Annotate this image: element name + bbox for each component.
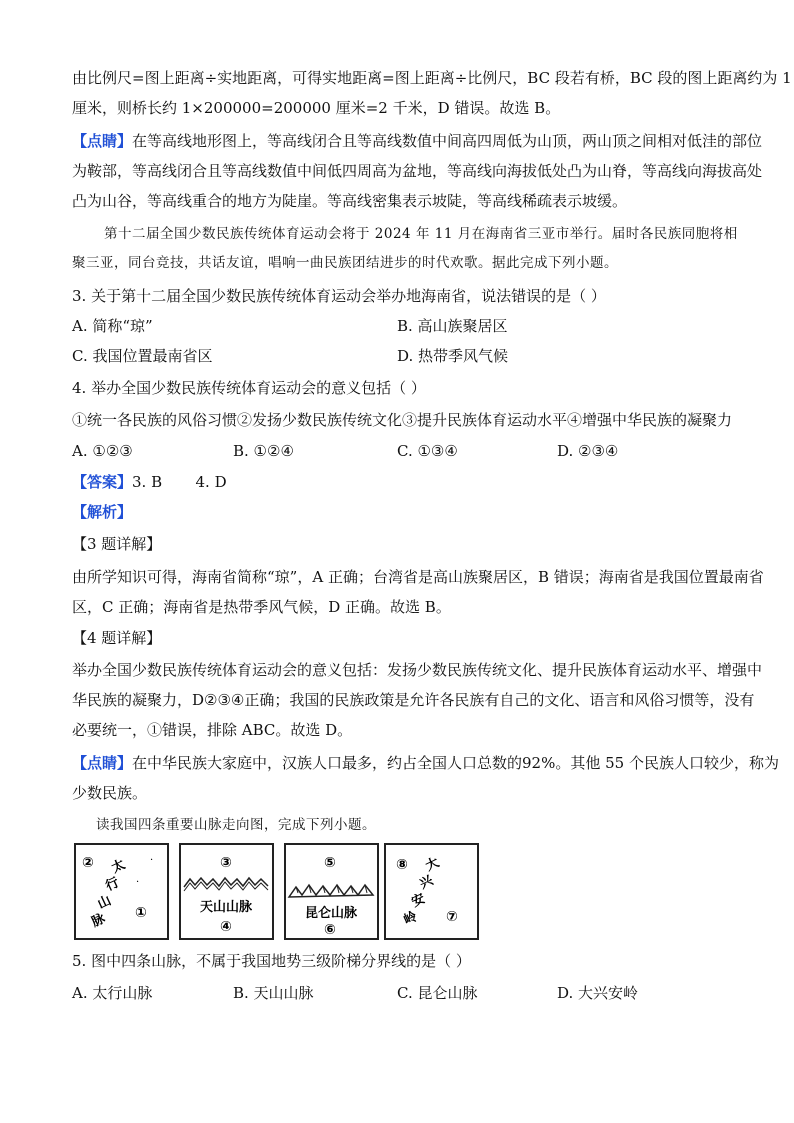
map-number: ⑥: [324, 922, 336, 938]
map-number: ⑤: [324, 855, 336, 871]
text-line: 为鞍部，等高线闭合且等高线数值中间低四周高为盆地，等高线向海拔低处凸为山脊，等高线向海拔高处: [72, 162, 763, 180]
map-number: ①: [135, 905, 147, 921]
q4-detail-tag: 【4 题详解】: [72, 629, 162, 647]
map-daxinganling: [384, 843, 479, 940]
text-line: 由所学知识可得，海南省简称“琼”，A 正确；台湾省是高山族聚居区，B 错误；海南省是我国位置最南省: [72, 568, 764, 586]
q3-option-b: B. 高山族聚居区: [397, 317, 508, 335]
mountain-symbol: [289, 885, 373, 897]
map-range-char: 岭: [401, 909, 420, 929]
dianjing-tag: 【点睛】: [72, 755, 133, 772]
map-range-char: 脉: [89, 911, 108, 931]
map-tianshan-figure: [181, 845, 272, 938]
q5-option-b: B. 天山山脉: [233, 984, 314, 1002]
map-dot: ·: [150, 855, 154, 866]
q5-option-d: D. 大兴安岭: [557, 984, 639, 1002]
q4-items: ①统一各民族的风俗习惯②发扬少数民族传统文化③提升民族体育运动水平④增强中华民族的凝聚力: [72, 411, 733, 429]
map-tianshan: [179, 843, 274, 940]
q3-detail-tag: 【3 题详解】: [72, 535, 162, 553]
intro-line: 读我国四条重要山脉走向图，完成下列小题。: [96, 817, 376, 833]
dianjing-paragraph: [72, 753, 779, 774]
text-line: 必要统一，①错误，排除 ABC。故选 D。: [72, 721, 353, 739]
intro-line: 聚三亚，同台竞技，共话友谊，唱响一曲民族团结进步的时代欢歌。据此完成下列小题。: [72, 255, 618, 271]
text-line: 华民族的凝聚力，D②③④正确；我国的民族政策是允许各民族有自己的文化、语言和风俗习惯等，没有: [72, 691, 755, 709]
answer-tag: 【答案】: [72, 474, 133, 491]
map-range-char: 太: [109, 857, 128, 877]
text-line: 举办全国少数民族传统体育运动会的意义包括：发扬少数民族传统文化、提升民族体育运动水平、增强中: [72, 661, 763, 679]
answer-text: 3. B 4. D: [132, 473, 227, 491]
dianjing-tag: 【点睛】: [72, 133, 133, 150]
q3-option-a: A. 简称“琼”: [72, 317, 153, 335]
text-line: 在中华民族大家庭中，汉族人口最多，约占全国人口总数的92%。其他 55 个民族人口较少，称为: [132, 754, 779, 772]
map-number: ③: [220, 855, 232, 871]
q4-option-a: A. ①②③: [72, 442, 133, 460]
map-daxinganling-figure: [386, 845, 477, 938]
text-line: 少数民族。: [72, 784, 148, 802]
text-line: 在等高线地形图上，等高线闭合且等高线数值中间高四周低为山顶，两山顶之间相对低洼的部位: [132, 132, 763, 150]
q3-option-d: D. 热带季风气候: [397, 347, 509, 365]
map-taihang: [74, 843, 169, 940]
q4-option-d: D. ②③④: [557, 442, 619, 460]
map-number: ④: [220, 919, 232, 935]
map-range-name: 昆仑山脉: [304, 906, 358, 921]
question-5: 5. 图中四条山脉，不属于我国地势三级阶梯分界线的是（ ）: [72, 952, 471, 970]
q4-option-b: B. ①②④: [233, 442, 294, 460]
text-line: 由比例尺=图上距离÷实地距离，可得实地距离=图上距离÷比例尺，BC 段若有桥，BC 段的图上距离约为 1: [72, 69, 792, 87]
map-range-char: 行: [103, 875, 122, 895]
map-range-char: 安: [409, 891, 428, 911]
q3-option-c: C. 我国位置最南省区: [72, 347, 213, 365]
map-range-char: 兴: [417, 873, 436, 893]
question-3: 3. 关于第十二届全国少数民族传统体育运动会举办地海南省，说法错误的是（ ）: [72, 287, 606, 305]
question-4: 4. 举办全国少数民族传统体育运动会的意义包括（ ）: [72, 379, 426, 397]
map-kunlun: [284, 843, 379, 940]
q5-option-c: C. 昆仑山脉: [397, 984, 478, 1002]
map-range-char: 山: [95, 893, 114, 913]
text-line: 区，C 正确；海南省是热带季风气候，D 正确。故选 B。: [72, 598, 451, 616]
dianjing-paragraph: [72, 131, 762, 152]
map-number: ⑧: [396, 857, 408, 873]
jiexi-tag: 【解析】: [72, 504, 133, 521]
answer-line: [72, 472, 227, 493]
q4-option-c: C. ①③④: [397, 442, 458, 460]
map-kunlun-figure: [286, 845, 377, 938]
map-dot: ·: [136, 877, 140, 888]
map-taihang-figure: [76, 845, 167, 938]
text-line: 厘米，则桥长约 1×200000=200000 厘米=2 千米，D 错误。故选 B。: [72, 99, 561, 117]
intro-line: 第十二届全国少数民族传统体育运动会将于 2024 年 11 月在海南省三亚市举行。届时各民族同胞将相: [104, 226, 738, 242]
map-range-char: 大: [423, 855, 442, 875]
map-number: ⑦: [446, 909, 458, 925]
q5-option-a: A. 太行山脉: [72, 984, 153, 1002]
map-number: ②: [82, 855, 94, 871]
map-range-name: 天山山脉: [199, 900, 253, 915]
text-line: 凸为山谷，等高线重合的地方为陡崖。等高线密集表示坡陡，等高线稀疏表示坡缓。: [72, 192, 628, 210]
